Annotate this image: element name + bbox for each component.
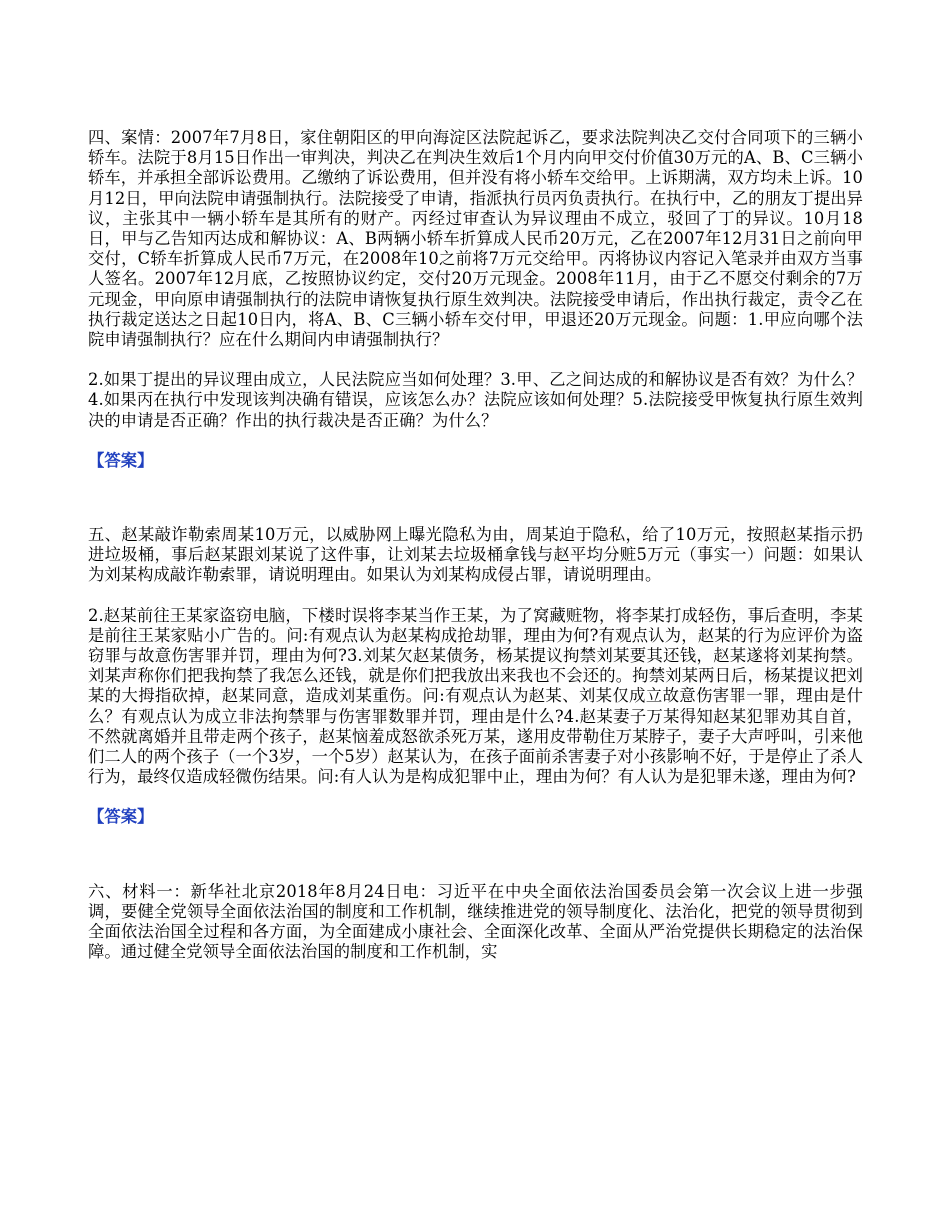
question-4-text: 四、案情：2007年7月8日，家住朝阳区的甲向海淀区法院起诉乙，要求法院判决乙交付合同项下的三辆小轿车。法院于8月15日作出一审判决，判决乙在判决生效后1个月内向甲交付价值30万元的A、B、C三辆小轿车，并承担全部诉讼费用。乙缴纳了诉讼费用，但并没有将小轿车交给甲。上诉期满，双方均未上诉。10月12日，甲向法院申请强制执行。法院接受了申请，指派执行员丙负责执行。在执行中，乙的朋友丁提出异议，主张其中一辆小轿车是其所有的财产。丙经过审查认为异议理由不成立，驳回了丁的异议。10月18日，甲与乙告知丙达成和解协议：A、B两辆小轿车折算成人民币20万元，乙在2007年12月31日之前向甲交付，C轿车折算成人民币7万元，在2008年10之前将7万元交给甲。丙将协议内容记入笔录并由双方当事人签名。2007年12月底，乙按照协议约定，交付20万元现金。2008年11月，由于乙不愿交付剩余的7万元现金，甲向原申请强制执行的法院申请恢复执行原生效判决。法院接受申请后，作出执行裁定，责令乙在执行裁定送达之日起10日内，将A、B、C三辆小轿车交付甲，甲退还20万元现金。问题：1.甲应向哪个法院申请强制执行？应在什么期间内申请强制执行？ [88, 128, 863, 350]
document-page [88, 128, 863, 963]
question-5-text: 五、赵某敲诈勒索周某10万元，以威胁网上曝光隐私为由，周某迫于隐私，给了10万元，按照赵某指示扔进垃圾桶，事后赵某跟刘某说了这件事，让刘某去垃圾桶拿钱与赵平均分赃5万元（事实一）问题：如果认为刘某构成敲诈勒索罪，请说明理由。如果认为刘某构成侵占罪，请说明理由。 [88, 525, 863, 585]
question-5-answer-label: 【答案】 [88, 807, 154, 827]
question-4-answer-label: 【答案】 [88, 450, 154, 470]
question-6-text: 六、材料一：新华社北京2018年8月24日电：习近平在中央全面依法治国委员会第一次会议上进一步强调，要健全党领导全面依法治国的制度和工作机制，继续推进党的领导制度化、法治化，把党的领导贯彻到全面依法治国全过程和各方面，为全面建成小康社会、全面深化改革、全面从严治党提供长期稳定的法治保障。通过健全党领导全面依法治国的制度和工作机制，实 [88, 881, 863, 962]
question-4-subquestions: 2.如果丁提出的异议理由成立，人民法院应当如何处理？3.甲、乙之间达成的和解协议是否有效？为什么？4.如果丙在执行中发现该判决确有错误，应该怎么办？法院应该如何处理？5.法院接受甲恢复执行原生效判决的申请是否正确？作出的执行裁决是否正确？为什么？ [88, 370, 863, 430]
question-5-subquestions: 2.赵某前往王某家盗窃电脑，下楼时误将李某当作王某，为了窝藏赃物，将李某打成轻伤，事后查明，李某是前往王某家贴小广告的。问:有观点认为赵某构成抢劫罪，理由为何?有观点认为，赵某的行为应评价为盗窃罪与故意伤害罪并罚，理由为何?3.刘某欠赵某债务，杨某提议拘禁刘某要其还钱，赵某遂将刘某拘禁。刘某声称你们把我拘禁了我怎么还钱，就是你们把我放出来我也不会还的。拘禁刘某两日后，杨某提议把刘某的大拇指砍掉，赵某同意，造成刘某重伤。问:有观点认为赵某、刘某仅成立故意伤害罪一罪，理由是什么？有观点认为成立非法拘禁罪与伤害罪数罪并罚，理由是什么?4.赵某妻子万某得知赵某犯罪劝其自首，不然就离婚并且带走两个孩子，赵某恼羞成怒欲杀死万某，遂用皮带勒住万某脖子，妻子大声呼叫，引来他们二人的两个孩子（一个3岁，一个5岁）赵某认为，在孩子面前杀害妻子对小孩影响不好，于是停止了杀人行为，最终仅造成轻微伤结果。问:有人认为是构成犯罪中止，理由为何？有人认为是犯罪未遂，理由为何? [88, 605, 863, 787]
